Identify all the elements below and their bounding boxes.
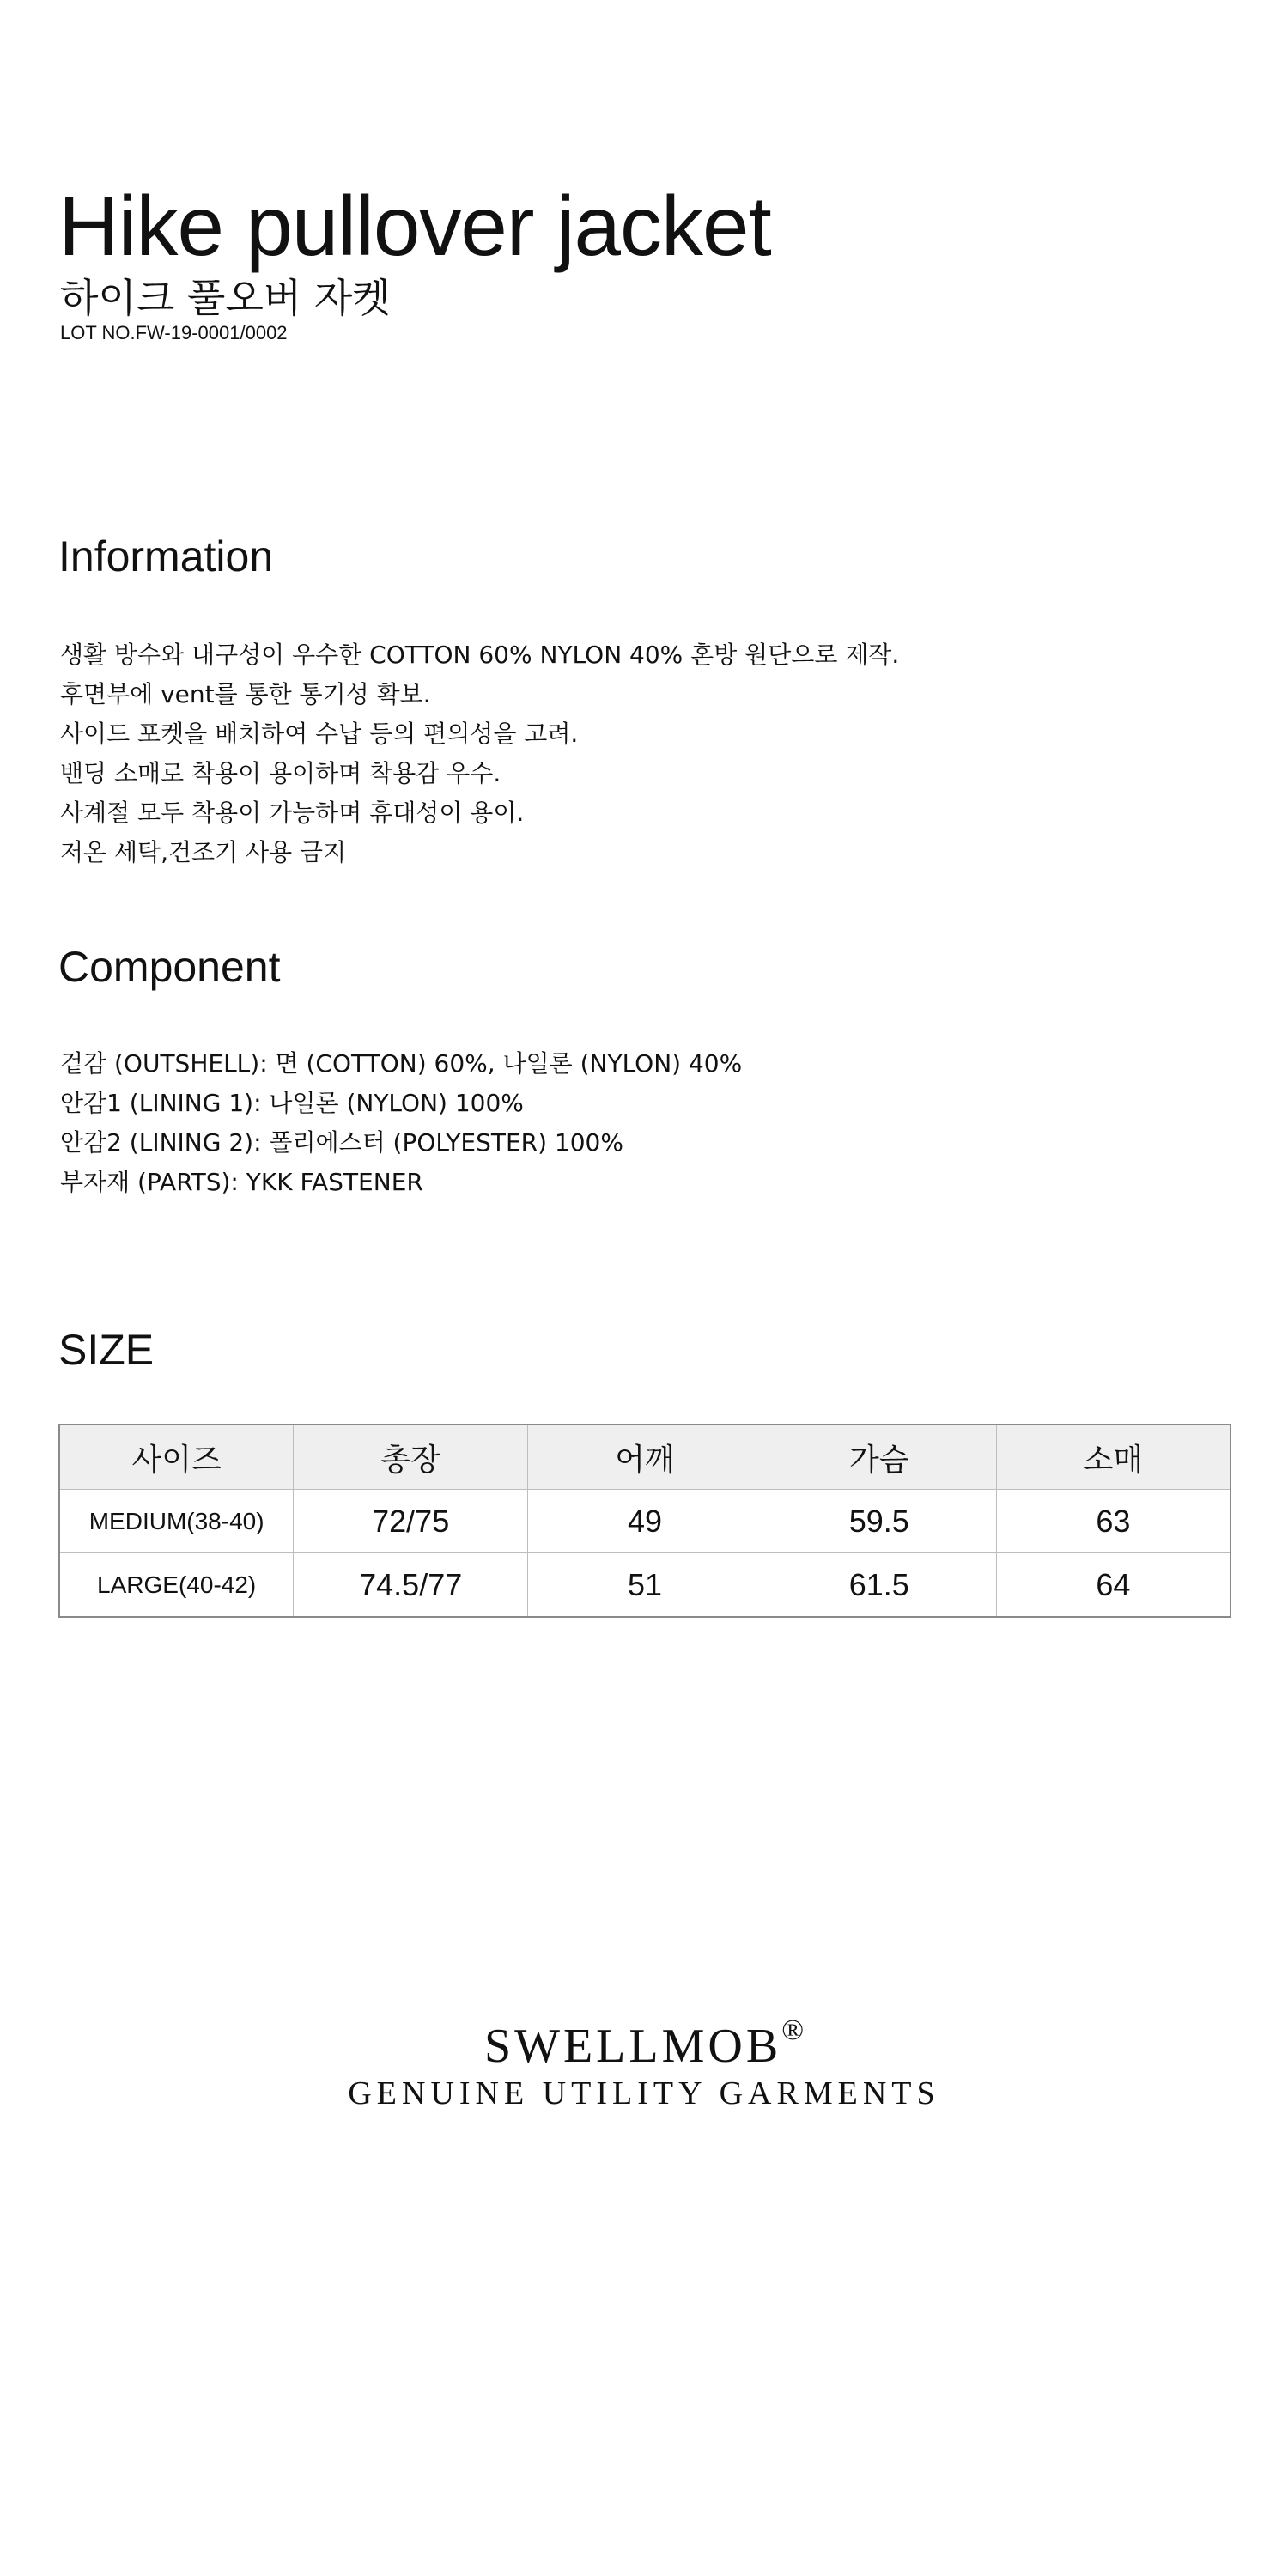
lot-number: LOT NO.FW-19-0001/0002 — [60, 322, 288, 343]
size-table-header-row — [59, 1425, 1230, 1490]
information-list — [60, 635, 899, 872]
chest-cell: 61.5 — [762, 1553, 996, 1618]
brand-name: SWELLMOB — [483, 2020, 782, 2073]
sleeve-cell: 64 — [996, 1553, 1230, 1618]
component-list — [60, 1044, 742, 1202]
column-header-length: 총장 — [294, 1425, 528, 1490]
size-table — [58, 1424, 1231, 1618]
registered-mark: ® — [781, 2014, 805, 2046]
length-cell: 72/75 — [294, 1490, 528, 1553]
size-cell: MEDIUM(38-40) — [59, 1490, 294, 1553]
brand-logo — [0, 2001, 1288, 2076]
size-heading: SIZE — [58, 1326, 155, 1374]
length-cell: 74.5/77 — [294, 1553, 528, 1618]
brand-tagline: GENUINE UTILITY GARMENTS — [348, 2075, 940, 2111]
information-line: 생활 방수와 내구성이 우수한 COTTON 60% NYLON 40% 혼방 원단으로 제작. — [60, 641, 900, 669]
component-line: 부자재 (PARTS): YKK FASTENER — [60, 1168, 423, 1196]
information-line: 후면부에 vent를 통한 통기성 확보. — [60, 680, 431, 708]
column-header-size: 사이즈 — [59, 1425, 294, 1490]
shoulder-cell: 51 — [528, 1553, 762, 1618]
information-line: 사계절 모두 착용이 가능하며 휴대성이 용이. — [60, 799, 525, 827]
size-cell: LARGE(40-42) — [59, 1553, 294, 1618]
column-header-shoulder: 어깨 — [528, 1425, 762, 1490]
information-heading: Information — [58, 532, 274, 580]
table-row — [59, 1490, 1230, 1553]
information-line: 밴딩 소매로 착용이 용이하며 착용감 우수. — [60, 759, 501, 787]
component-line: 안감1 (LINING 1): 나일론 (NYLON) 100% — [60, 1089, 524, 1117]
table-row — [59, 1553, 1230, 1618]
information-line: 사이드 포켓을 배치하여 수납 등의 편의성을 고려. — [60, 720, 579, 748]
shoulder-cell: 49 — [528, 1490, 762, 1553]
information-line: 저온 세탁,건조기 사용 금지 — [60, 838, 347, 866]
column-header-sleeve: 소매 — [996, 1425, 1230, 1490]
product-title: Hike pullover jacket — [58, 179, 771, 273]
product-title-korean: 하이크 풀오버 자켓 — [60, 275, 391, 321]
component-line: 안감2 (LINING 2): 폴리에스터 (POLYESTER) 100% — [60, 1128, 623, 1157]
sleeve-cell: 63 — [996, 1490, 1230, 1553]
column-header-chest: 가슴 — [762, 1425, 996, 1490]
component-heading: Component — [58, 943, 281, 991]
chest-cell: 59.5 — [762, 1490, 996, 1553]
component-line: 겉감 (OUTSHELL): 면 (COTTON) 60%, 나일론 (NYLON) 40% — [60, 1049, 743, 1078]
